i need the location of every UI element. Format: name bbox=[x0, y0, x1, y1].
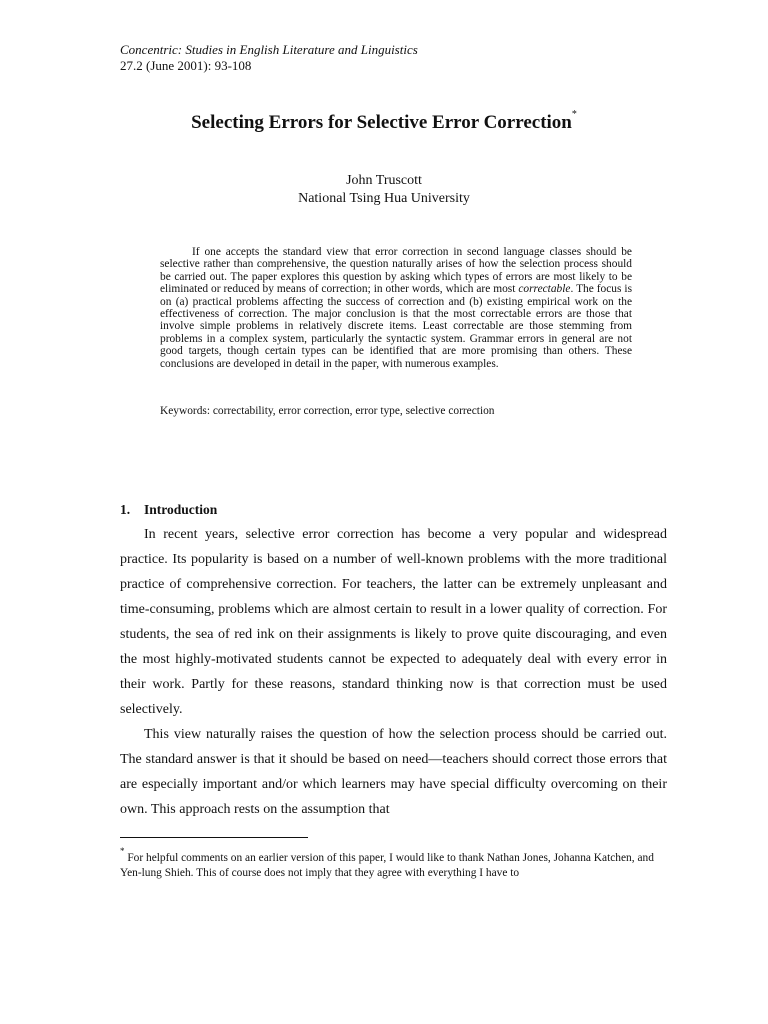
footnote-mark: * bbox=[120, 846, 125, 856]
journal-issue: 27.2 (June 2001): 93-108 bbox=[120, 58, 252, 73]
body-paragraph-1: In recent years, selective error correction has become a very popular and widespread practice. Its popularity is based on a number of well-known problems with the more traditional practice of comprehensive correction. For teachers, the latter can be extremely unpleasant and time-consuming, problems which are almost certain to result in a lower quality of correction. For students, the sea of red ink on their assignments is likely to prove quite discouraging, and even the most highly-motivated students cannot be expected to adequately deal with every error in their work. Partly for these reasons, standard thinking now is that correction must be used selectively. bbox=[120, 527, 667, 717]
abstract-part-2: . The focus is on (a) practical problems affecting the success of correction and (b) existing empirical work on the effectiveness of correction. The major conclusion is that the most correctable errors are those that involve simple problems in relatively discrete items. Least correctable are those stemming from problems in a complex system, particularly the syntactic system. Grammar errors in general are not good targets, though certain types can be identified that are more promising than others. These conclusions are developed in detail in the paper, with numerous examples. bbox=[160, 283, 632, 370]
footnote-divider bbox=[120, 837, 308, 838]
abstract-part-1: If one accepts the standard view that error correction in second language classes should be selective rather than comprehensive, the question naturally arises of how the selection process should be carried out. The paper explores this question by asking which types of errors are most likely to be eliminated or reduced by means of correction; in other words, which are most bbox=[160, 246, 632, 296]
author-name: John Truscott bbox=[346, 173, 422, 188]
section-number: 1. bbox=[120, 502, 131, 517]
footnote-text: For helpful comments on an earlier version of this paper, I would like to thank Nathan Jones, Johanna Katchen, and Yen-lung Shieh. This of course does not imply that they agree with everything I have to bbox=[120, 851, 654, 879]
keywords: Keywords: correctability, error correction, error type, selective correction bbox=[160, 405, 495, 417]
paper-title bbox=[0, 108, 768, 134]
title-footnote-mark: * bbox=[571, 108, 577, 120]
journal-name: Concentric: Studies in English Literature and Linguistics bbox=[120, 42, 418, 57]
body-paragraph-2: This view naturally raises the question of how the selection process should be carried out. The standard answer is that it should be based on need—teachers should correct those errors that are especially important and/or which learners may have special difficulty overcoming on their own. This approach rests on the assumption that bbox=[120, 727, 667, 817]
section-title: Introduction bbox=[144, 502, 218, 517]
author-block bbox=[0, 172, 768, 208]
footnote bbox=[120, 846, 660, 881]
author-affiliation: National Tsing Hua University bbox=[298, 191, 470, 206]
abstract-emphasis: correctable bbox=[518, 283, 571, 296]
section-heading bbox=[120, 502, 217, 518]
paper-title-text: Selecting Errors for Selective Error Correction bbox=[191, 112, 572, 133]
journal-header bbox=[120, 42, 418, 74]
abstract bbox=[160, 246, 632, 370]
